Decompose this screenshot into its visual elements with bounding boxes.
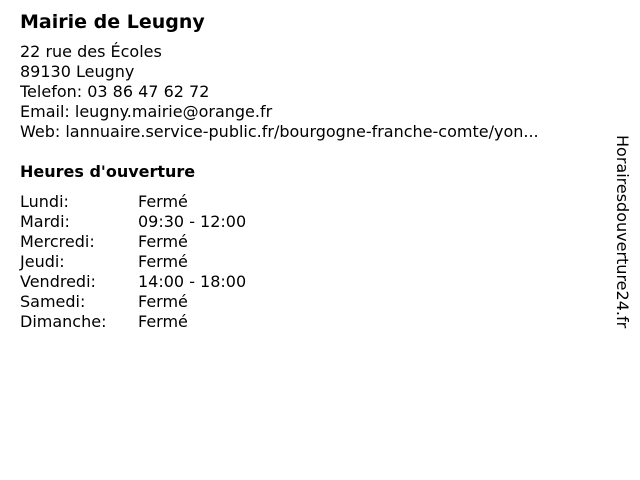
place-card	[20, 10, 600, 332]
phone-link[interactable]: 03 86 47 62 72	[87, 82, 210, 101]
phone-row	[20, 82, 600, 102]
hours-day: Jeudi:	[20, 252, 65, 271]
address-street: 22 rue des Écoles	[20, 42, 162, 61]
hours-row-lundi	[20, 192, 600, 212]
hours-time: 09:30 - 12:00	[138, 212, 247, 231]
hours-row-vendredi	[20, 272, 600, 292]
hours-title: Heures d'ouverture	[20, 162, 196, 181]
hours-time: Fermé	[138, 292, 188, 311]
hours-day: Lundi:	[20, 192, 69, 211]
hours-time: Fermé	[138, 232, 188, 251]
hours-day: Mercredi:	[20, 232, 95, 251]
phone-label: Telefon:	[20, 82, 88, 101]
hours-row-mardi	[20, 212, 600, 232]
web-link[interactable]: lannuaire.service-public.fr/bourgogne-franche-comte/yon...	[65, 122, 539, 141]
email-row	[20, 102, 600, 122]
brand-watermark: Horairesdouverture24.fr	[613, 135, 632, 329]
hours-row-mercredi	[20, 232, 600, 252]
email-link[interactable]: leugny.mairie@orange.fr	[74, 102, 273, 121]
web-label: Web:	[20, 122, 66, 141]
email-label: Email:	[20, 102, 75, 121]
hours-time: 14:00 - 18:00	[138, 272, 247, 291]
address-city: 89130 Leugny	[20, 62, 135, 81]
hours-day: Dimanche:	[20, 312, 107, 331]
hours-day: Vendredi:	[20, 272, 96, 291]
hours-day: Mardi:	[20, 212, 70, 231]
place-title: Mairie de Leugny	[20, 11, 205, 33]
hours-day: Samedi:	[20, 292, 86, 311]
hours-time: Fermé	[138, 312, 188, 331]
hours-time: Fermé	[138, 252, 188, 271]
hours-row-dimanche	[20, 312, 600, 332]
web-row	[20, 122, 600, 142]
hours-row-jeudi	[20, 252, 600, 272]
hours-time: Fermé	[138, 192, 188, 211]
hours-row-samedi	[20, 292, 600, 312]
